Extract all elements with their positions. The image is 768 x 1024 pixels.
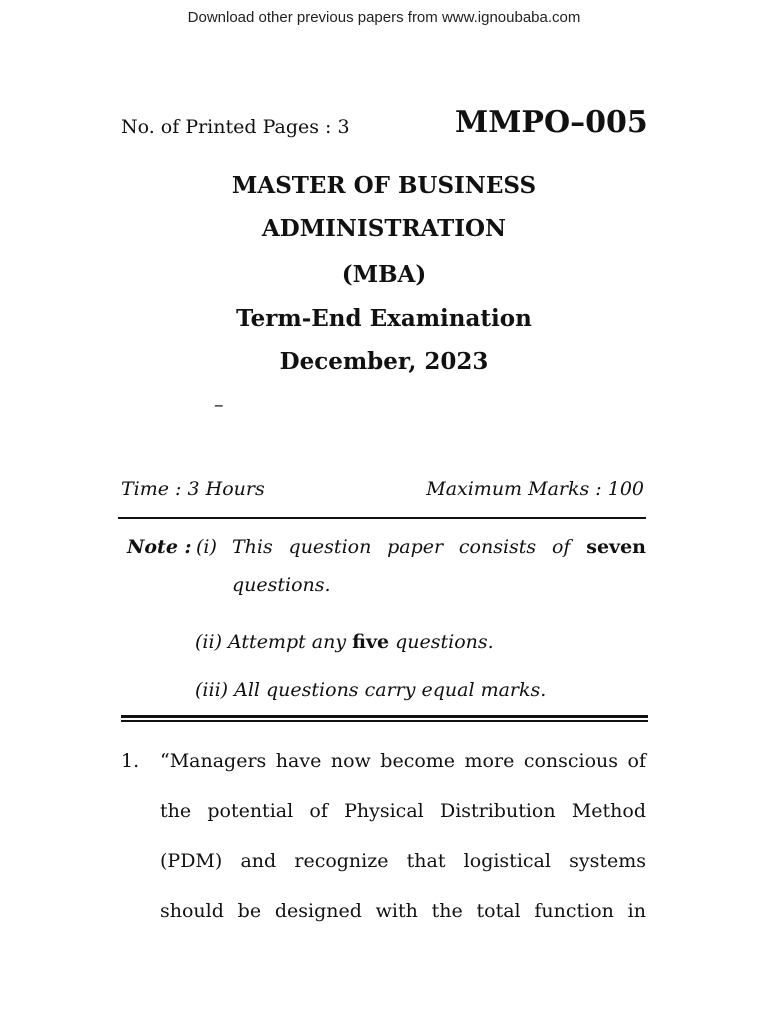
- exam-name: Term-End Examination: [236, 305, 532, 332]
- programme-title-line-1: MASTER OF BUSINESS: [231, 172, 537, 199]
- note-item-2-marker: (ii): [195, 631, 222, 653]
- download-banner: Download other previous papers from www.ignoubaba.com: [187, 9, 581, 26]
- question-1-number: 1.: [121, 750, 140, 772]
- note-item-2-text: Attempt any: [228, 631, 347, 653]
- note-item-1-line: [232, 536, 646, 558]
- note-item-2-emphasis: five: [352, 631, 390, 653]
- note-divider-thick: [121, 715, 648, 718]
- note-item-2: [195, 631, 494, 653]
- note-item-1-continuation: questions.: [232, 574, 331, 596]
- programme-title-line-2: ADMINISTRATION: [261, 215, 507, 242]
- note-item-1-emphasis: seven: [586, 536, 646, 558]
- note-item-3-marker: (iii): [195, 679, 229, 701]
- note-item-1-marker: (i): [196, 536, 217, 558]
- question-1-line-1: “Managers have now become more conscious of: [160, 750, 646, 772]
- question-1-line-2: the potential of Physical Distribution Method: [160, 800, 646, 822]
- question-1-line-4: should be designed with the total function in: [160, 900, 646, 922]
- stray-dash-mark: –: [214, 394, 224, 416]
- note-item-3: [195, 679, 546, 701]
- note-divider-thin: [121, 720, 648, 722]
- note-label: Note :: [127, 536, 192, 558]
- paper-code: MMPO–005: [455, 105, 648, 140]
- question-1-line-3: (PDM) and recognize that logistical systems: [160, 850, 646, 872]
- note-item-3-text: All questions carry equal marks.: [234, 679, 547, 701]
- maximum-marks: Maximum Marks : 100: [426, 478, 644, 500]
- note-item-1-text: This question paper consists of: [232, 536, 571, 558]
- exam-duration: Time : 3 Hours: [121, 478, 265, 500]
- note-item-2-post: questions.: [395, 631, 494, 653]
- exam-session: December, 2023: [279, 348, 489, 375]
- printed-pages-count: No. of Printed Pages : 3: [121, 116, 350, 138]
- header-divider: [118, 517, 646, 519]
- programme-abbreviation: (MBA): [341, 261, 427, 288]
